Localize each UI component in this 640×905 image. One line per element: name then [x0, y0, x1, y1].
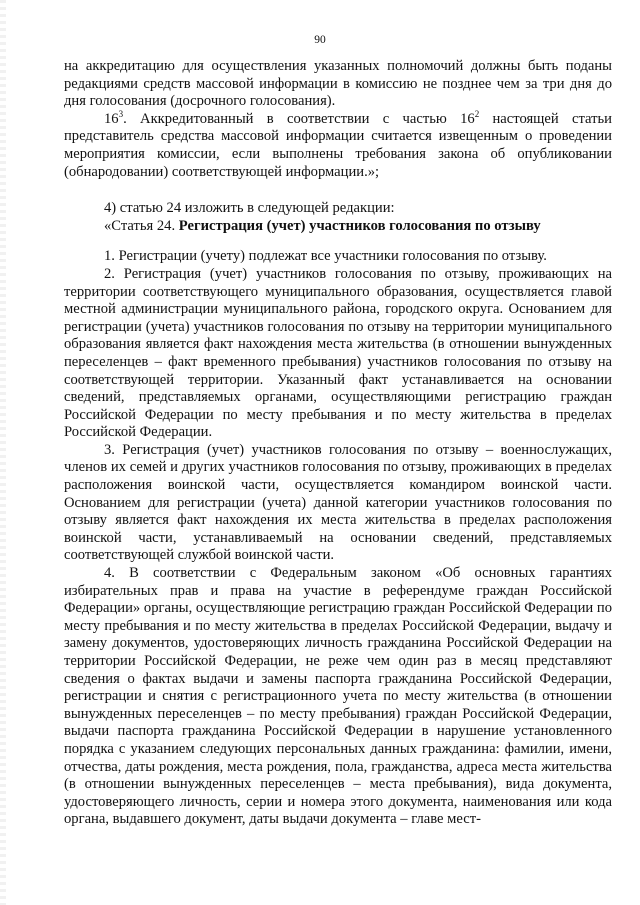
reference-superscript: 2	[474, 108, 480, 119]
clause-superscript: 3	[118, 108, 124, 119]
list-item: 4. В соответствии с Федеральным законом «Об основных гарантиях избирательных прав и права на участие в референдуме граждан Российской Федерации» органы, осуществляющие регистрацию граждан Российской Федерации по месту пребывания и по месту жительства в пределах Российской Федерации, выдачу и замену документов, удостоверяющих личность гражданина Российской Федерации на территории Российской Федерации, не реже чем один раз в месяц представляют сведения о фактах выдачи и замены паспорта гражданина Российской Федерации, регистрации и снятия с регистрационного учета по месту жительства (в отношении вынужденных переселенцев – по месту пребывания) граждан Российской Федерации, выдачи паспорта гражданина Российской Федерации в нарушение установленного порядка с указанием следующих персональных данных гражданина: фамилии, имени, отчества, даты рождения, места рождения, пола, гражданства, адреса места жительства (в отношении вынужденных переселенцев – места пребывания), вида документа, удостоверяющего личность, серии и номера этого документа, наименования или кода органа, выдавшего документ, даты выдачи документа – главе мест-	[64, 565, 612, 828]
paragraph-16-3	[64, 108, 612, 181]
list-item: 2. Регистрация (учет) участников голосования по отзыву, проживающих на территории соответствующего муниципального образования, осуществляется главой местной администрации муниципального района, городского округа. Основанием для регистрации (учета) участников голосования по отзыву на территории муниципального образования является факт нахождения места жительства (в отношении вынужденных переселенцев – факт временного пребывания) участников голосования по отзыву на соответствующей территории. Указанный факт устанавливается на основании сведений, представляемых органами, осуществляющими регистрацию граждан Российской Федерации по месту пребывания и по месту жительства в пределах Российской Федерации.	[64, 265, 612, 441]
article-heading-prefix: «Статья 24.	[104, 217, 179, 234]
paragraph-accreditation-deadline: на аккредитацию для осуществления указанных полномочий должны быть поданы редакциями средств массовой информации в комиссию не позднее чем за три дня до дня голосования (досрочного голосования).	[64, 58, 612, 110]
paragraph-amendment-intro: 4) статью 24 изложить в следующей редакции:	[104, 200, 395, 217]
page-number: 90	[314, 34, 326, 46]
list-item: 3. Регистрация (учет) участников голосования по отзыву – военнослужащих, членов их семей и других участников голосования по отзыву, проживающих в пределах расположения воинской части, осуществляется командиром воинской части. Основанием для регистрации (учета) данной категории участников голосования по отзыву является факт нахождения их места жительства в пределах расположения воинской части, устанавливаемый на основании сведений, представляемых соответствующей службой воинской части.	[64, 441, 612, 564]
clause-reference-text: . Аккредитованный в соответствии с частью 16	[123, 110, 475, 127]
article-heading	[64, 218, 612, 236]
article-heading-title: Регистрация (учет) участников голосования по отзыву	[178, 217, 541, 234]
document-body	[64, 58, 612, 829]
clause-number: 16	[104, 110, 119, 127]
clause-text: настоящей статьи представитель средства массовой информации считается извещенным о проведении мероприятия комиссии, если выполнены требования закона об опубликовании (обнародовании) соответствующей информации.»;	[64, 110, 612, 180]
list-item: 1. Регистрации (учету) подлежат все участники голосования по отзыву.	[104, 248, 547, 265]
scan-edge	[0, 0, 6, 905]
